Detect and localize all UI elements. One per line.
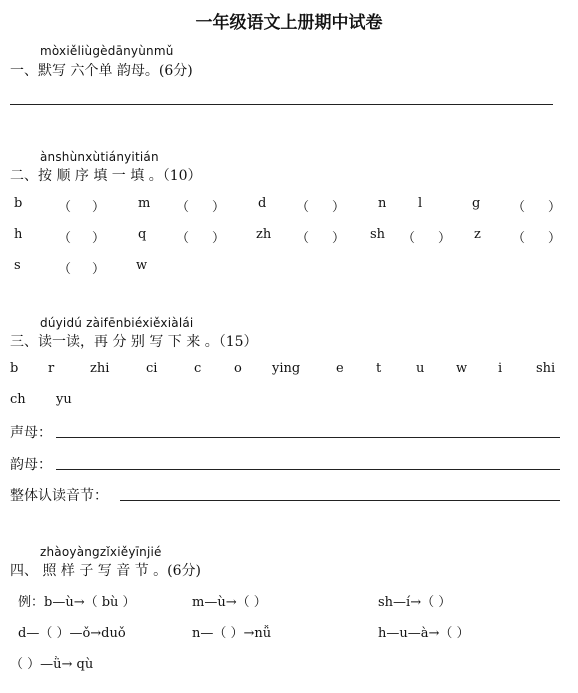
paren-open[interactable]: （ <box>512 200 526 215</box>
section3-letters-row-2 <box>0 392 578 412</box>
paren-close: ） <box>548 200 562 215</box>
section3-pinyin: dúyidú zàifēnbiéxiěxiàlái <box>40 316 194 330</box>
letter: yu <box>56 392 72 407</box>
letter: b <box>14 196 23 211</box>
paren-close: ） <box>548 231 562 246</box>
letter: ch <box>10 392 26 407</box>
letter: w <box>136 258 148 273</box>
shengmu-answer-line[interactable] <box>56 437 560 438</box>
paren-close: ） <box>438 231 452 246</box>
letter: i <box>498 361 503 376</box>
section4-pinyin: zhàoyàngzǐxiěyīnjié <box>40 545 162 559</box>
paren-open[interactable]: （ <box>296 231 310 246</box>
letter: zhi <box>90 361 110 376</box>
example-1: 例：b—ù→（ bù ） <box>18 595 136 610</box>
exercise-mu[interactable]: m—ù→（ ） <box>192 595 267 610</box>
letter: g <box>472 196 481 211</box>
paren-close: ） <box>92 231 106 246</box>
paren-open[interactable]: （ <box>58 231 72 246</box>
exercise-duo[interactable]: d—（ ）—ǒ→duǒ <box>18 626 126 641</box>
letter: q <box>138 227 147 242</box>
letter: sh <box>370 227 386 242</box>
paren-close: ） <box>212 200 226 215</box>
letter: shi <box>536 361 556 376</box>
section2-question: 二、按 顺 序 填 一 填 。（10） <box>10 168 202 184</box>
section3-letters-row-1 <box>0 361 578 381</box>
exercise-qu[interactable]: （ ）—ǜ→ qù <box>10 657 94 672</box>
letter: c <box>194 361 202 376</box>
shengmu-label: 声母： <box>10 425 52 441</box>
letter: o <box>234 361 242 376</box>
section2-row-1 <box>0 196 578 216</box>
letter: ying <box>272 361 301 376</box>
paren-open[interactable]: （ <box>58 200 72 215</box>
zhengti-label: 整体认读音节： <box>10 488 108 504</box>
paren-close: ） <box>212 231 226 246</box>
paren-open[interactable]: （ <box>58 262 72 277</box>
yunmu-answer-line[interactable] <box>56 469 560 470</box>
section1-pinyin: mòxiěliùgèdānyùnmǔ <box>40 44 174 58</box>
letter: e <box>336 361 344 376</box>
letter: l <box>418 196 423 211</box>
section4-question: 四、 照 样 子 写 音 节 。(6分) <box>10 563 201 579</box>
letter: t <box>376 361 382 376</box>
exercise-nv[interactable]: n—（ ）→nǚ <box>192 626 272 641</box>
letter: b <box>10 361 19 376</box>
paren-open[interactable]: （ <box>296 200 310 215</box>
section1-question: 一、默写 六个单 韵母。(6分) <box>10 63 193 79</box>
paren-open[interactable]: （ <box>512 231 526 246</box>
paren-open[interactable]: （ <box>402 231 416 246</box>
letter: w <box>456 361 468 376</box>
paren-open[interactable]: （ <box>176 231 190 246</box>
section2-pinyin: ànshùnxùtiányitián <box>40 150 159 164</box>
section2-row-2 <box>0 227 578 247</box>
letter: r <box>48 361 55 376</box>
section1-answer-line[interactable] <box>10 104 553 105</box>
paren-open[interactable]: （ <box>176 200 190 215</box>
paren-close: ） <box>332 200 346 215</box>
letter: m <box>138 196 151 211</box>
exercise-shi[interactable]: sh—í→（ ） <box>378 595 452 610</box>
paren-close: ） <box>92 262 106 277</box>
letter: s <box>14 258 21 273</box>
yunmu-label: 韵母： <box>10 457 52 473</box>
letter: d <box>258 196 267 211</box>
letter: ci <box>146 361 158 376</box>
exercise-hua[interactable]: h—u—à→（ ） <box>378 626 470 641</box>
page-title: 一年级语文上册期中试卷 <box>195 13 383 33</box>
letter: z <box>474 227 481 242</box>
section2-row-3 <box>0 258 578 278</box>
letter: n <box>378 196 387 211</box>
letter: zh <box>256 227 272 242</box>
zhengti-answer-line[interactable] <box>120 500 560 501</box>
paren-close: ） <box>92 200 106 215</box>
letter: h <box>14 227 23 242</box>
paren-close: ） <box>332 231 346 246</box>
section3-question: 三、读一读，再 分 别 写 下 来 。（15） <box>10 334 258 350</box>
letter: u <box>416 361 425 376</box>
